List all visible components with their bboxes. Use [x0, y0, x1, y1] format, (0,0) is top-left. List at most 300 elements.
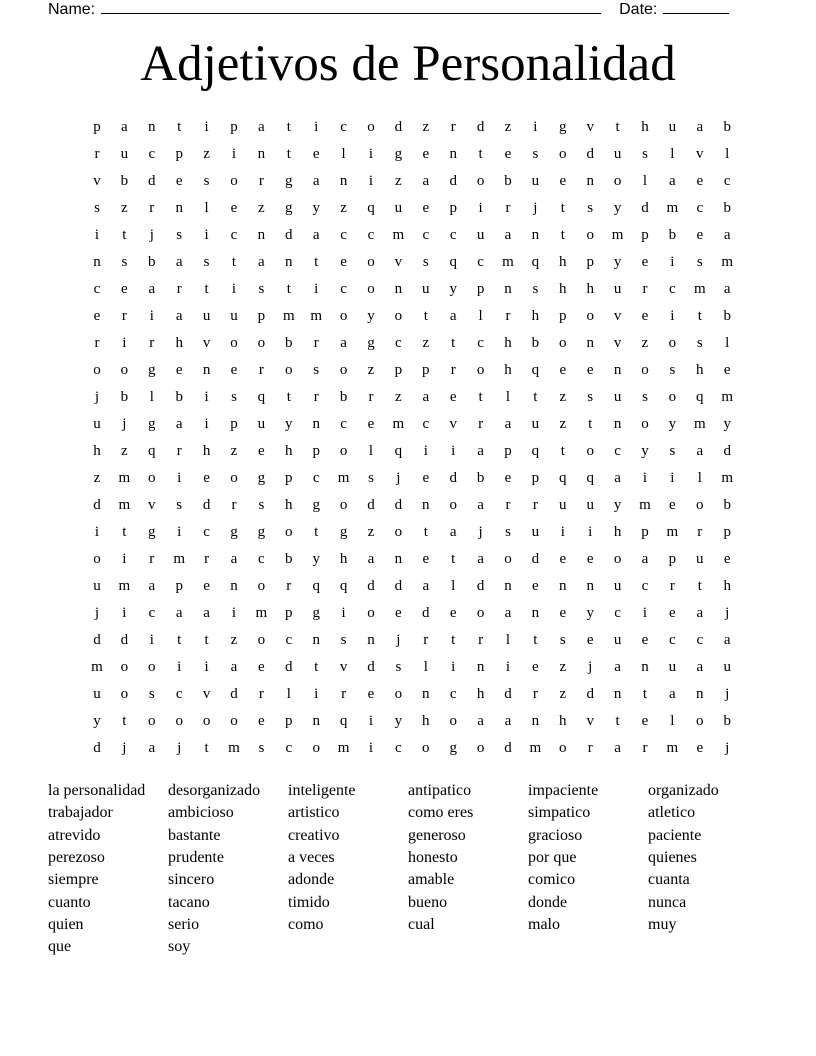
grid-letter[interactable]: o [394, 686, 403, 702]
grid-letter[interactable]: u [202, 308, 211, 324]
grid-letter[interactable]: p [230, 119, 238, 135]
grid-letter[interactable]: p [531, 470, 540, 486]
grid-letter[interactable]: c [93, 281, 101, 297]
grid-letter[interactable]: t [177, 119, 182, 135]
grid-letter[interactable]: e [449, 389, 457, 405]
grid-letter[interactable]: t [122, 524, 127, 540]
grid-letter[interactable]: t [122, 713, 127, 729]
grid-letter[interactable]: p [641, 524, 649, 540]
grid-letter[interactable]: b [285, 551, 293, 567]
grid-letter[interactable]: c [395, 740, 402, 756]
grid-letter[interactable]: l [149, 389, 154, 405]
grid-letter[interactable]: t [451, 551, 456, 567]
grid-letter[interactable]: h [531, 308, 540, 324]
grid-letter[interactable]: g [257, 470, 266, 486]
grid-letter[interactable]: s [368, 470, 374, 486]
grid-letter[interactable]: e [559, 605, 567, 621]
grid-letter[interactable]: m [392, 227, 405, 243]
grid-letter[interactable]: h [559, 254, 567, 270]
grid-letter[interactable]: g [339, 524, 348, 540]
grid-letter[interactable]: q [394, 443, 403, 459]
grid-letter[interactable]: t [478, 389, 483, 405]
grid-letter[interactable]: u [668, 119, 677, 135]
grid-letter[interactable]: l [204, 200, 209, 216]
grid-letter[interactable]: i [368, 713, 374, 729]
grid-letter[interactable]: c [148, 146, 156, 162]
grid-letter[interactable]: y [312, 551, 320, 567]
grid-letter[interactable]: n [586, 173, 594, 189]
grid-letter[interactable]: a [340, 335, 347, 351]
grid-letter[interactable]: b [120, 389, 129, 405]
grid-letter[interactable]: b [339, 389, 348, 405]
grid-letter[interactable]: r [94, 146, 100, 162]
grid-letter[interactable]: n [613, 686, 622, 702]
grid-letter[interactable]: d [93, 497, 101, 513]
grid-letter[interactable]: q [449, 254, 457, 270]
grid-letter[interactable]: n [504, 281, 512, 297]
grid-letter[interactable]: n [559, 578, 567, 594]
grid-letter[interactable]: o [148, 713, 156, 729]
grid-letter[interactable]: s [94, 200, 100, 216]
grid-letter[interactable]: y [285, 416, 293, 432]
grid-letter[interactable]: q [586, 470, 594, 486]
grid-letter[interactable]: m [173, 551, 186, 567]
grid-letter[interactable]: o [285, 362, 293, 378]
grid-letter[interactable]: d [449, 470, 457, 486]
grid-letter[interactable]: e [504, 146, 512, 162]
grid-letter[interactable]: i [368, 740, 374, 756]
grid-letter[interactable]: n [476, 659, 485, 675]
grid-letter[interactable]: o [613, 551, 622, 567]
grid-letter[interactable]: j [396, 470, 401, 486]
grid-letter[interactable]: u [531, 524, 540, 540]
grid-letter[interactable]: d [504, 686, 512, 702]
grid-letter[interactable]: v [613, 335, 622, 351]
grid-letter[interactable]: a [477, 443, 484, 459]
grid-letter[interactable]: o [668, 389, 677, 405]
grid-letter[interactable]: i [642, 605, 648, 621]
grid-letter[interactable]: c [203, 524, 210, 540]
date-blank-line[interactable] [663, 0, 729, 14]
grid-letter[interactable]: e [121, 281, 128, 297]
grid-letter[interactable]: a [614, 659, 621, 675]
grid-letter[interactable]: i [231, 281, 237, 297]
grid-letter[interactable]: i [149, 308, 154, 324]
grid-letter[interactable]: b [723, 308, 731, 324]
grid-letter[interactable]: a [148, 740, 156, 756]
grid-letter[interactable]: t [560, 200, 565, 216]
grid-letter[interactable]: d [531, 551, 540, 567]
grid-letter[interactable]: c [340, 227, 347, 243]
grid-letter[interactable]: s [587, 389, 594, 405]
grid-letter[interactable]: p [668, 551, 677, 567]
grid-letter[interactable]: a [696, 443, 704, 459]
grid-letter[interactable]: c [285, 632, 293, 648]
grid-letter[interactable]: r [258, 686, 264, 702]
grid-letter[interactable]: r [149, 335, 155, 351]
grid-letter[interactable]: l [341, 146, 346, 162]
grid-letter[interactable]: o [476, 362, 485, 378]
grid-letter[interactable]: r [149, 200, 155, 216]
grid-letter[interactable]: r [176, 281, 182, 297]
grid-letter[interactable]: b [531, 335, 540, 351]
grid-letter[interactable]: s [176, 227, 183, 243]
grid-letter[interactable]: s [231, 389, 237, 405]
grid-letter[interactable]: y [613, 497, 622, 513]
grid-letter[interactable]: s [422, 254, 429, 270]
grid-letter[interactable]: m [392, 416, 405, 432]
grid-letter[interactable]: a [477, 713, 484, 729]
grid-letter[interactable]: i [588, 524, 593, 540]
grid-letter[interactable]: v [586, 713, 594, 729]
grid-letter[interactable]: c [285, 740, 293, 756]
grid-letter[interactable]: o [339, 497, 348, 513]
grid-letter[interactable]: s [669, 443, 676, 459]
grid-letter[interactable]: t [588, 416, 593, 432]
grid-letter[interactable]: i [177, 659, 182, 675]
grid-letter[interactable]: p [394, 362, 403, 378]
grid-letter[interactable]: n [257, 146, 266, 162]
grid-letter[interactable]: t [314, 659, 319, 675]
grid-letter[interactable]: g [148, 416, 156, 432]
grid-letter[interactable]: j [94, 389, 100, 405]
grid-letter[interactable]: o [339, 362, 348, 378]
grid-letter[interactable]: z [121, 200, 128, 216]
grid-letter[interactable]: n [613, 362, 622, 378]
grid-letter[interactable]: z [559, 389, 567, 405]
grid-letter[interactable]: v [339, 659, 348, 675]
grid-letter[interactable]: c [148, 605, 156, 621]
grid-letter[interactable]: u [93, 578, 101, 594]
grid-letter[interactable]: g [285, 200, 293, 216]
grid-letter[interactable]: e [504, 470, 512, 486]
grid-letter[interactable]: z [203, 146, 210, 162]
grid-letter[interactable]: i [177, 524, 182, 540]
grid-letter[interactable]: e [203, 578, 210, 594]
grid-letter[interactable]: n [422, 686, 430, 702]
grid-letter[interactable]: r [258, 173, 264, 189]
grid-letter[interactable]: t [451, 632, 456, 648]
grid-letter[interactable]: a [504, 713, 512, 729]
grid-letter[interactable]: a [504, 416, 512, 432]
grid-letter[interactable]: z [395, 389, 402, 405]
grid-letter[interactable]: o [449, 497, 457, 513]
grid-letter[interactable]: t [204, 632, 209, 648]
grid-letter[interactable]: r [341, 686, 347, 702]
grid-letter[interactable]: a [422, 173, 430, 189]
grid-letter[interactable]: r [286, 578, 292, 594]
grid-letter[interactable]: b [148, 254, 156, 270]
grid-letter[interactable]: o [257, 578, 266, 594]
grid-letter[interactable]: n [586, 335, 594, 351]
grid-letter[interactable]: t [560, 443, 565, 459]
grid-letter[interactable]: e [422, 146, 430, 162]
grid-letter[interactable]: j [725, 740, 730, 756]
grid-letter[interactable]: c [340, 119, 347, 135]
grid-letter[interactable]: v [93, 173, 101, 189]
grid-letter[interactable]: o [230, 470, 238, 486]
grid-letter[interactable]: t [478, 146, 483, 162]
grid-letter[interactable]: t [204, 281, 209, 297]
grid-letter[interactable]: r [505, 308, 511, 324]
grid-letter[interactable]: l [670, 146, 675, 162]
grid-letter[interactable]: u [613, 281, 622, 297]
grid-letter[interactable]: t [122, 227, 127, 243]
grid-letter[interactable]: o [394, 524, 403, 540]
grid-letter[interactable]: u [120, 146, 129, 162]
grid-letter[interactable]: t [697, 578, 702, 594]
grid-letter[interactable]: l [423, 659, 428, 675]
grid-letter[interactable]: o [339, 443, 348, 459]
grid-letter[interactable]: n [422, 497, 430, 513]
grid-letter[interactable]: c [696, 200, 704, 216]
grid-letter[interactable]: b [476, 470, 485, 486]
grid-letter[interactable]: y [449, 281, 457, 297]
grid-letter[interactable]: h [285, 497, 293, 513]
grid-letter[interactable]: a [449, 308, 457, 324]
grid-letter[interactable]: u [613, 632, 622, 648]
grid-letter[interactable]: s [642, 146, 648, 162]
grid-letter[interactable]: j [122, 740, 127, 756]
grid-letter[interactable]: e [641, 254, 649, 270]
grid-letter[interactable]: n [613, 416, 622, 432]
grid-letter[interactable]: g [367, 335, 375, 351]
grid-letter[interactable]: m [255, 605, 268, 621]
grid-letter[interactable]: v [148, 497, 156, 513]
grid-letter[interactable]: a [175, 416, 183, 432]
grid-letter[interactable]: d [93, 740, 101, 756]
grid-letter[interactable]: j [396, 632, 401, 648]
grid-letter[interactable]: m [639, 497, 651, 513]
grid-letter[interactable]: s [176, 497, 183, 513]
grid-letter[interactable]: i [314, 686, 319, 702]
grid-letter[interactable]: p [230, 416, 238, 432]
grid-letter[interactable]: i [478, 200, 483, 216]
grid-letter[interactable]: m [118, 578, 131, 594]
grid-letter[interactable]: m [693, 416, 706, 432]
grid-letter[interactable]: d [394, 497, 403, 513]
grid-letter[interactable]: e [230, 362, 238, 378]
grid-letter[interactable]: p [723, 524, 731, 540]
grid-letter[interactable]: i [122, 335, 127, 351]
grid-letter[interactable]: d [394, 578, 403, 594]
grid-letter[interactable]: d [285, 659, 293, 675]
grid-letter[interactable]: o [367, 605, 375, 621]
grid-letter[interactable]: c [422, 416, 430, 432]
grid-letter[interactable]: n [367, 632, 375, 648]
grid-letter[interactable]: m [91, 659, 103, 675]
grid-letter[interactable]: a [148, 578, 156, 594]
grid-letter[interactable]: l [286, 686, 291, 702]
grid-letter[interactable]: m [721, 470, 734, 486]
grid-letter[interactable]: s [587, 200, 594, 216]
grid-letter[interactable]: s [258, 281, 265, 297]
grid-letter[interactable]: a [696, 119, 704, 135]
grid-letter[interactable]: v [696, 146, 704, 162]
grid-letter[interactable]: e [175, 362, 183, 378]
grid-letter[interactable]: d [93, 632, 101, 648]
grid-letter[interactable]: s [696, 335, 703, 351]
grid-letter[interactable]: a [723, 281, 731, 297]
grid-letter[interactable]: d [367, 659, 375, 675]
grid-letter[interactable]: p [559, 308, 567, 324]
grid-letter[interactable]: a [258, 254, 265, 270]
grid-letter[interactable]: s [505, 524, 511, 540]
grid-letter[interactable]: i [231, 146, 237, 162]
grid-letter[interactable]: i [204, 416, 209, 432]
grid-letter[interactable]: e [422, 551, 430, 567]
grid-letter[interactable]: d [504, 740, 512, 756]
grid-letter[interactable]: i [204, 227, 209, 243]
grid-letter[interactable]: q [531, 443, 540, 459]
grid-letter[interactable]: t [314, 524, 319, 540]
grid-letter[interactable]: p [285, 470, 293, 486]
grid-letter[interactable]: r [204, 551, 210, 567]
grid-letter[interactable]: r [313, 389, 319, 405]
grid-letter[interactable]: a [203, 605, 210, 621]
grid-letter[interactable]: d [586, 686, 594, 702]
grid-letter[interactable]: o [202, 713, 211, 729]
grid-letter[interactable]: o [367, 254, 375, 270]
grid-letter[interactable]: o [230, 335, 238, 351]
grid-letter[interactable]: u [93, 686, 101, 702]
grid-letter[interactable]: n [586, 578, 594, 594]
grid-letter[interactable]: e [641, 308, 649, 324]
grid-letter[interactable]: e [175, 173, 183, 189]
grid-letter[interactable]: n [93, 254, 101, 270]
grid-letter[interactable]: y [613, 254, 622, 270]
grid-letter[interactable]: h [613, 524, 622, 540]
grid-letter[interactable]: i [505, 659, 511, 675]
grid-letter[interactable]: o [120, 659, 129, 675]
grid-letter[interactable]: a [175, 254, 183, 270]
grid-letter[interactable]: d [230, 686, 238, 702]
grid-letter[interactable]: o [559, 740, 567, 756]
grid-letter[interactable]: e [586, 362, 594, 378]
grid-letter[interactable]: a [696, 659, 704, 675]
grid-letter[interactable]: q [367, 200, 375, 216]
grid-letter[interactable]: u [613, 578, 622, 594]
grid-letter[interactable]: e [559, 173, 567, 189]
grid-letter[interactable]: u [230, 308, 238, 324]
grid-letter[interactable]: e [696, 227, 704, 243]
grid-letter[interactable]: o [586, 308, 594, 324]
grid-letter[interactable]: o [559, 335, 567, 351]
grid-letter[interactable]: j [478, 524, 483, 540]
grid-letter[interactable]: q [339, 713, 348, 729]
grid-letter[interactable]: o [285, 524, 293, 540]
grid-letter[interactable]: a [614, 470, 621, 486]
grid-letter[interactable]: i [451, 443, 456, 459]
grid-letter[interactable]: r [669, 578, 675, 594]
grid-letter[interactable]: h [175, 335, 183, 351]
grid-letter[interactable]: t [533, 632, 538, 648]
grid-letter[interactable]: m [228, 740, 240, 756]
grid-letter[interactable]: e [422, 470, 430, 486]
grid-letter[interactable]: z [422, 119, 430, 135]
grid-letter[interactable]: m [666, 740, 679, 756]
grid-letter[interactable]: u [422, 281, 430, 297]
grid-letter[interactable]: e [367, 686, 375, 702]
grid-letter[interactable]: e [586, 551, 594, 567]
grid-letter[interactable]: z [230, 443, 238, 459]
grid-letter[interactable]: p [285, 605, 293, 621]
grid-letter[interactable]: s [395, 659, 402, 675]
grid-letter[interactable]: z [93, 470, 101, 486]
grid-letter[interactable]: l [505, 632, 511, 648]
grid-letter[interactable]: u [559, 497, 567, 513]
grid-letter[interactable]: e [559, 551, 567, 567]
grid-letter[interactable]: p [422, 362, 430, 378]
grid-letter[interactable]: e [669, 497, 676, 513]
grid-letter[interactable]: e [696, 740, 704, 756]
grid-letter[interactable]: r [505, 200, 511, 216]
grid-letter[interactable]: e [723, 551, 731, 567]
grid-letter[interactable]: n [531, 227, 540, 243]
grid-letter[interactable]: o [394, 308, 403, 324]
grid-letter[interactable]: a [230, 659, 238, 675]
grid-letter[interactable]: n [257, 227, 266, 243]
grid-letter[interactable]: z [559, 686, 567, 702]
grid-letter[interactable]: o [668, 335, 677, 351]
grid-letter[interactable]: d [476, 578, 485, 594]
grid-letter[interactable]: r [313, 335, 319, 351]
grid-letter[interactable]: y [93, 713, 101, 729]
grid-letter[interactable]: c [367, 227, 375, 243]
grid-letter[interactable]: z [230, 632, 238, 648]
grid-letter[interactable]: n [312, 713, 320, 729]
grid-letter[interactable]: b [120, 173, 129, 189]
grid-letter[interactable]: l [697, 470, 702, 486]
grid-letter[interactable]: e [395, 605, 402, 621]
grid-letter[interactable]: b [175, 389, 183, 405]
grid-letter[interactable]: s [642, 389, 648, 405]
grid-letter[interactable]: o [312, 740, 320, 756]
grid-letter[interactable]: p [476, 281, 485, 297]
grid-letter[interactable]: a [121, 119, 128, 135]
grid-letter[interactable]: m [118, 470, 131, 486]
grid-letter[interactable]: o [230, 173, 238, 189]
grid-letter[interactable]: h [723, 578, 731, 594]
grid-letter[interactable]: i [231, 605, 237, 621]
grid-letter[interactable]: s [258, 497, 265, 513]
grid-letter[interactable]: b [668, 227, 677, 243]
grid-letter[interactable]: m [118, 497, 131, 513]
grid-letter[interactable]: i [368, 146, 374, 162]
grid-letter[interactable]: m [666, 200, 679, 216]
grid-letter[interactable]: t [286, 119, 291, 135]
grid-letter[interactable]: a [614, 740, 621, 756]
grid-letter[interactable]: o [641, 416, 649, 432]
grid-letter[interactable]: o [148, 659, 156, 675]
grid-letter[interactable]: t [697, 308, 702, 324]
grid-letter[interactable]: a [477, 497, 484, 513]
grid-letter[interactable]: o [476, 740, 485, 756]
grid-letter[interactable]: r [450, 362, 456, 378]
grid-letter[interactable]: i [314, 119, 319, 135]
grid-letter[interactable]: p [641, 227, 649, 243]
grid-letter[interactable]: v [613, 308, 622, 324]
grid-letter[interactable]: n [504, 578, 512, 594]
grid-letter[interactable]: i [560, 524, 565, 540]
grid-letter[interactable]: t [642, 686, 648, 702]
grid-letter[interactable]: q [531, 254, 540, 270]
grid-letter[interactable]: o [339, 308, 348, 324]
grid-letter[interactable]: o [230, 713, 238, 729]
grid-letter[interactable]: s [121, 254, 128, 270]
grid-letter[interactable]: h [285, 443, 293, 459]
grid-letter[interactable]: e [669, 605, 676, 621]
